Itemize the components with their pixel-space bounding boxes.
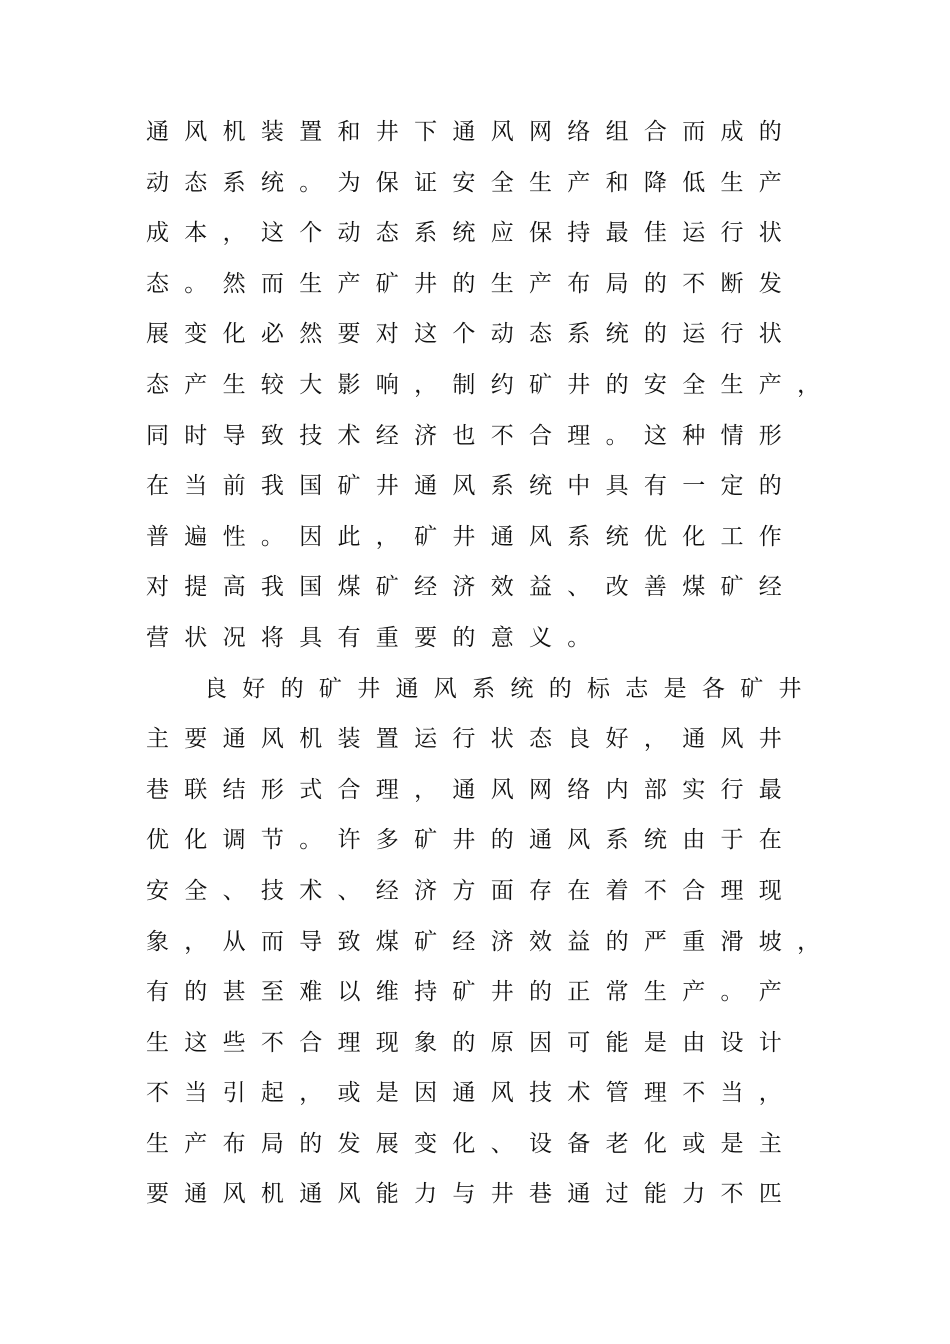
text-line: 成本，这个动态系统应保持最佳运行状 xyxy=(146,220,798,247)
text-line: 象，从而导致煤矿经济效益的严重滑坡， xyxy=(146,928,836,955)
text-line: 主要通风机装置运行状态良好，通风井 xyxy=(146,726,798,753)
text-line: 不当引起，或是因通风技术管理不当， xyxy=(146,1080,798,1107)
text-line: 态。然而生产矿井的生产布局的不断发 xyxy=(146,270,798,297)
text-line: 展变化必然要对这个动态系统的运行状 xyxy=(146,321,798,348)
text-line: 普遍性。因此，矿井通风系统优化工作 xyxy=(146,523,798,550)
text-line: 对提高我国煤矿经济效益、改善煤矿经 xyxy=(146,574,798,601)
text-line: 在当前我国矿井通风系统中具有一定的 xyxy=(146,473,798,500)
text-line: 安全、技术、经济方面存在着不合理现 xyxy=(146,877,798,904)
text-line: 巷联结形式合理，通风网络内部实行最 xyxy=(146,776,798,803)
text-line: 要通风机通风能力与井巷通过能力不匹 xyxy=(146,1181,798,1208)
text-line: 优化调节。许多矿井的通风系统由于在 xyxy=(146,827,798,854)
body-text xyxy=(146,107,836,1220)
text-line: 生这些不合理现象的原因可能是由设计 xyxy=(146,1029,798,1056)
text-line: 态产生较大影响，制约矿井的安全生产， xyxy=(146,371,836,398)
text-line: 同时导致技术经济也不合理。这种情形 xyxy=(146,422,798,449)
text-line: 有的甚至难以维持矿井的正常生产。产 xyxy=(146,979,798,1006)
text-line: 动态系统。为保证安全生产和降低生产 xyxy=(146,169,798,196)
text-line: 营状况将具有重要的意义。 xyxy=(146,624,606,651)
text-line: 通风机装置和井下通风网络组合而成的 xyxy=(146,119,798,145)
text-line: 生产布局的发展变化、设备老化或是主 xyxy=(146,1130,798,1157)
paragraph-first-line: 良好的矿井通风系统的标志是各矿井 xyxy=(204,675,817,702)
